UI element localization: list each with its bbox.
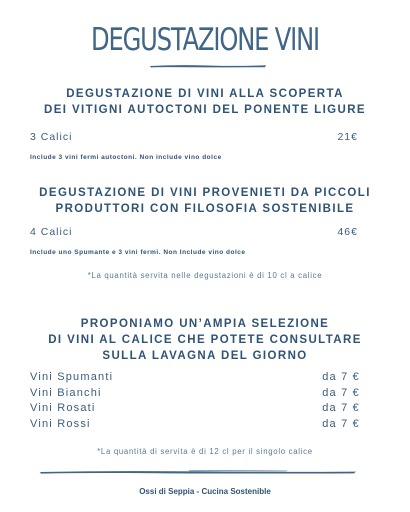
section3-heading-line2: DI VINI AL CALICE CHE POTETE CONSULTARE	[48, 334, 362, 346]
section3-heading-line3: SULLA LAVAGNA DEL GIORNO	[102, 350, 308, 362]
wine-label: Vini Bianchi	[30, 386, 102, 399]
section1-price-row	[30, 131, 358, 143]
section1-item-price: 21€	[337, 131, 358, 143]
wine-label: Vini Spumanti	[30, 371, 114, 383]
brush-divider-top	[148, 62, 268, 70]
section1-note: Include 3 vini fermi autoctoni. Non include vino dolce	[30, 154, 222, 161]
section2-heading-line1: DEGUSTAZIONE DI VINI PROVENIETI DA PICCOLI	[39, 187, 371, 199]
list-item	[30, 401, 360, 417]
page-title: DEGUSTAZIONE VINI	[91, 22, 319, 58]
wine-price: da 7 €	[322, 386, 360, 399]
section3-heading	[0, 316, 410, 364]
section1-item-label: 3 Calici	[30, 131, 73, 143]
list-item	[30, 386, 360, 402]
section2-item-price: 46€	[337, 226, 358, 238]
list-item	[30, 370, 360, 386]
section2-price-row	[30, 226, 358, 238]
section3-heading-line1: PROPONIAMO UN’AMPIA SELEZIONE	[80, 318, 330, 330]
wine-price: da 7 €	[322, 402, 360, 414]
wine-list	[30, 370, 360, 432]
section1-heading-line2: DEI VITIGNI AUTOCTONI DEL PONENTE LIGURE	[43, 104, 367, 116]
section3-footnote: *La quantità di servita è di 12 cl per il singolo calice	[97, 447, 313, 456]
section1-heading-line1: DEGUSTAZIONE DI VINI ALLA SCOPERTA	[66, 88, 344, 100]
wine-price: da 7 €	[322, 371, 360, 383]
wine-label: Vini Rosati	[30, 402, 96, 414]
section2-footnote: *La quantità servita nelle degustazioni è di 10 cl a calice	[87, 271, 323, 280]
section2-item-label: 4 Calici	[30, 226, 73, 238]
section1-heading	[0, 86, 410, 118]
wine-price: da 7 €	[322, 417, 360, 430]
list-item	[30, 417, 360, 433]
footer-restaurant-name: Ossi di Seppia - Cucina Sostenible	[139, 487, 271, 496]
wine-label: Vini Rossi	[30, 417, 91, 430]
brush-divider-bottom	[38, 468, 358, 476]
section2-heading	[0, 185, 410, 217]
section2-heading-line2: PRODUTTORI CON FILOSOFIA SOSTENIBILE	[55, 203, 355, 215]
section2-note: Include uno Spumante e 3 vini fermi. Non Include vino dolce	[30, 249, 246, 256]
